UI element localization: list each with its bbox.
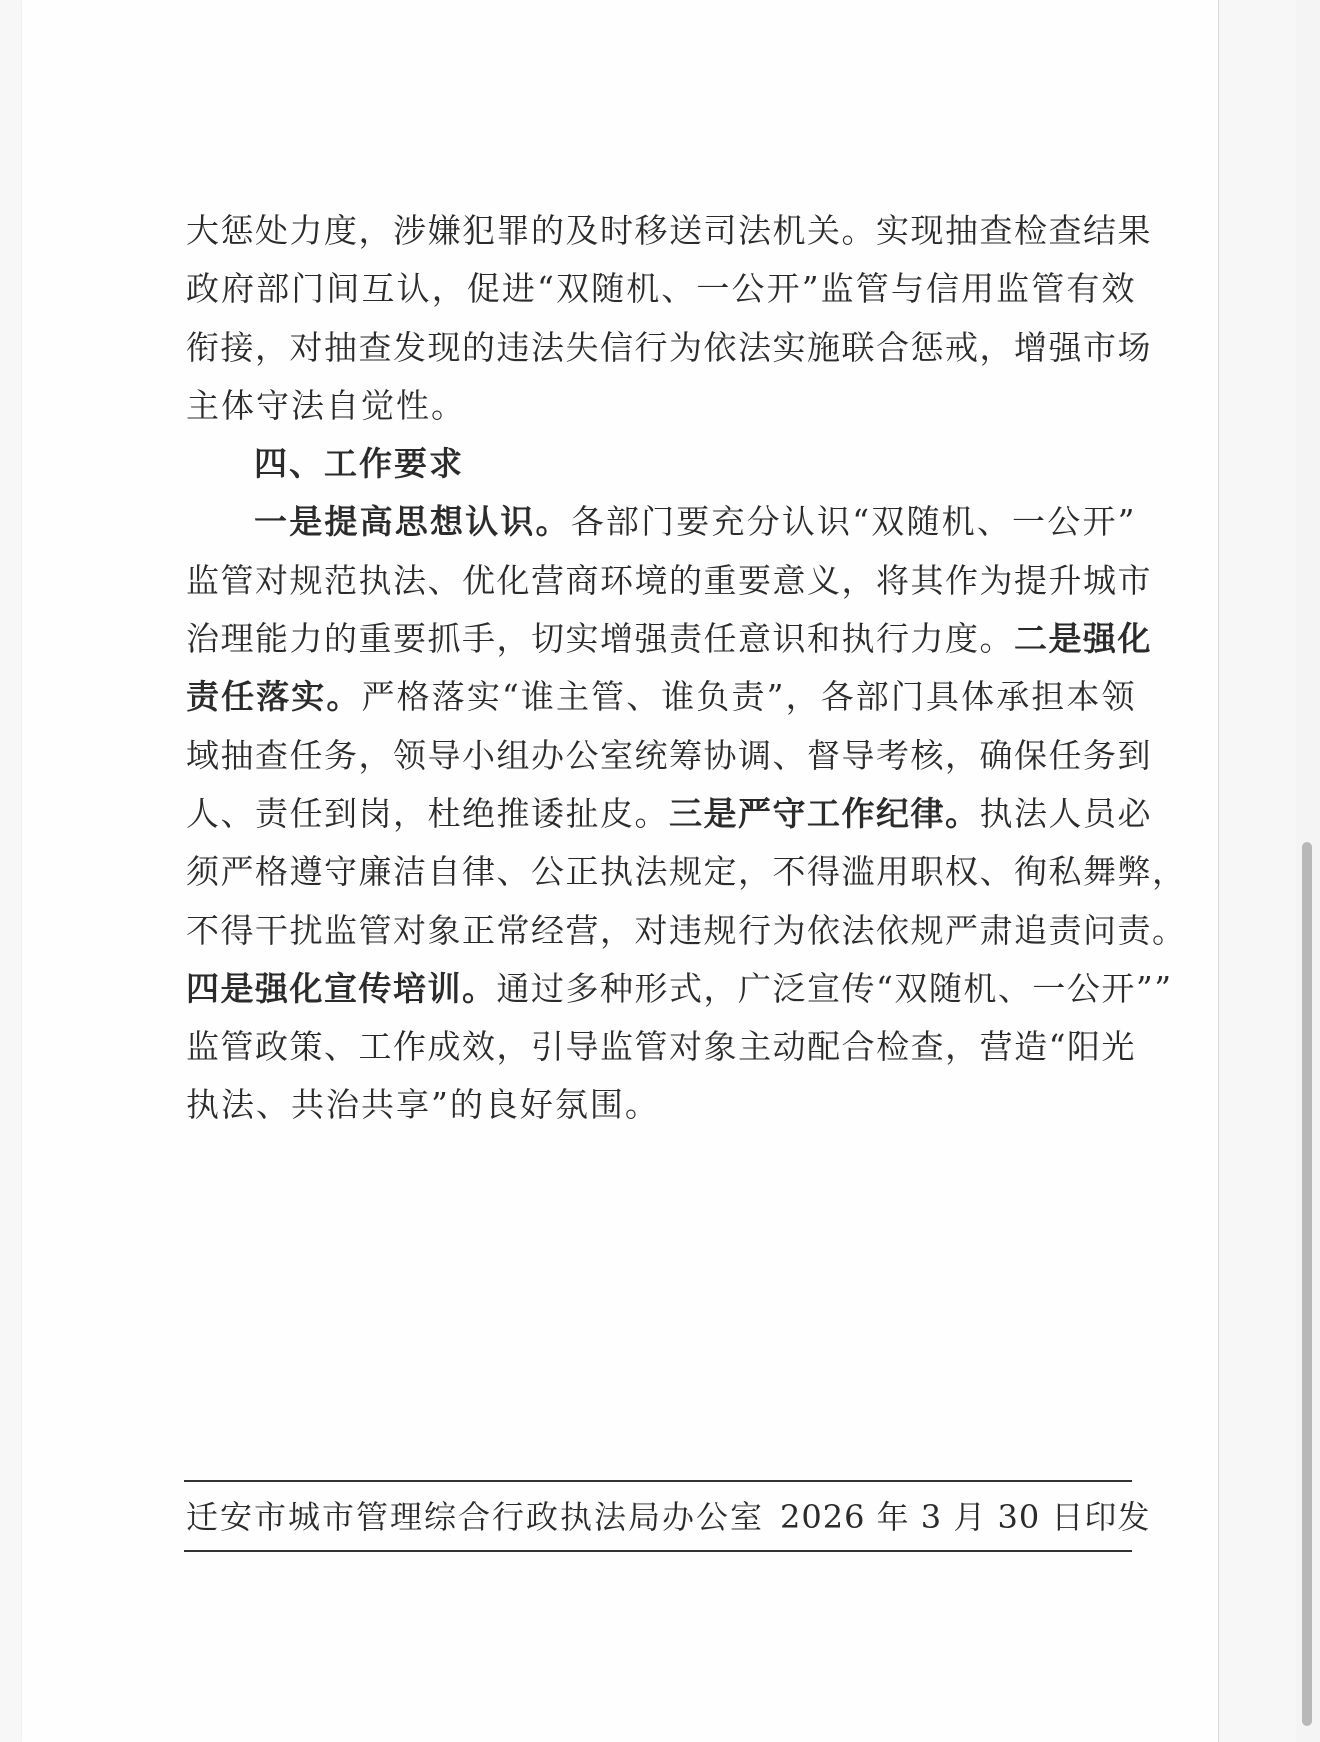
para-line-10: 监管政策、工作成效，引导监管对象主动配合检查，营造“阳光 <box>186 1027 1136 1067</box>
footer-issue-date: 2026 年 3 月 30 日印发 <box>780 1498 1151 1536</box>
body-line-4: 主体守法自觉性。 <box>186 385 466 425</box>
para-line-3 <box>186 610 1152 668</box>
para-line-1 <box>186 493 1136 551</box>
para-line-7: 须严格遵守廉洁自律、公正执法规定，不得滥用职权、徇私舞弊， <box>186 852 1187 892</box>
para-line-11: 执法、共治共享”的良好氛围。 <box>186 1085 660 1125</box>
footer-issuing-office: 迁安市城市管理综合行政执法局办公室 <box>186 1498 765 1536</box>
para-text: 治理能力的重要抓手，切实增强责任意识和执行力度。 <box>186 619 1014 659</box>
page-edge-divider <box>1218 0 1219 1742</box>
para-text: 严格落实“谁主管、谁负责”，各部门具体承担本领 <box>361 677 1136 717</box>
footer-bottom-rule <box>184 1550 1132 1552</box>
body-line-3: 衔接，对抽查发现的违法失信行为依法实施联合惩戒，增强市场 <box>186 327 1152 367</box>
body-line-2: 政府部门间互认，促进“双随机、一公开”监管与信用监管有效 <box>186 269 1136 309</box>
point-three-title: 三是严守工作纪律。 <box>669 793 980 833</box>
para-line-5: 域抽查任务，领导小组办公室统筹协调、督导考核，确保任务到 <box>186 735 1152 775</box>
point-one-title: 一是提高思想认识。 <box>254 502 571 542</box>
document-body <box>186 202 1187 1135</box>
para-text: 人、责任到岗，杜绝推诿扯皮。 <box>186 793 669 833</box>
para-line-6 <box>186 785 1152 843</box>
para-line-4 <box>186 668 1136 726</box>
para-text: 执法人员必 <box>979 793 1152 833</box>
point-four-title: 四是强化宣传培训。 <box>186 968 497 1008</box>
footer-top-rule <box>184 1480 1132 1482</box>
point-two-title-start: 二是强化 <box>1014 619 1152 659</box>
body-line-1: 大惩处力度，涉嫌犯罪的及时移送司法机关。实现抽查检查结果 <box>186 211 1152 250</box>
point-two-title-end: 责任落实。 <box>186 677 362 717</box>
para-line-2: 监管对规范执法、优化营商环境的重要意义，将其作为提升城市 <box>186 560 1152 600</box>
para-text: 通过多种形式，广泛宣传“双随机、一公开”” <box>496 968 1173 1008</box>
para-text: 各部门要充分认识“双随机、一公开” <box>570 502 1137 542</box>
section-heading: 四、工作要求 <box>254 444 464 484</box>
para-line-8: 不得干扰监管对象正常经营，对违规行为依法依规严肃追责问责。 <box>186 910 1187 950</box>
para-line-9 <box>186 960 1173 1018</box>
scrollbar-thumb[interactable] <box>1302 842 1312 1726</box>
